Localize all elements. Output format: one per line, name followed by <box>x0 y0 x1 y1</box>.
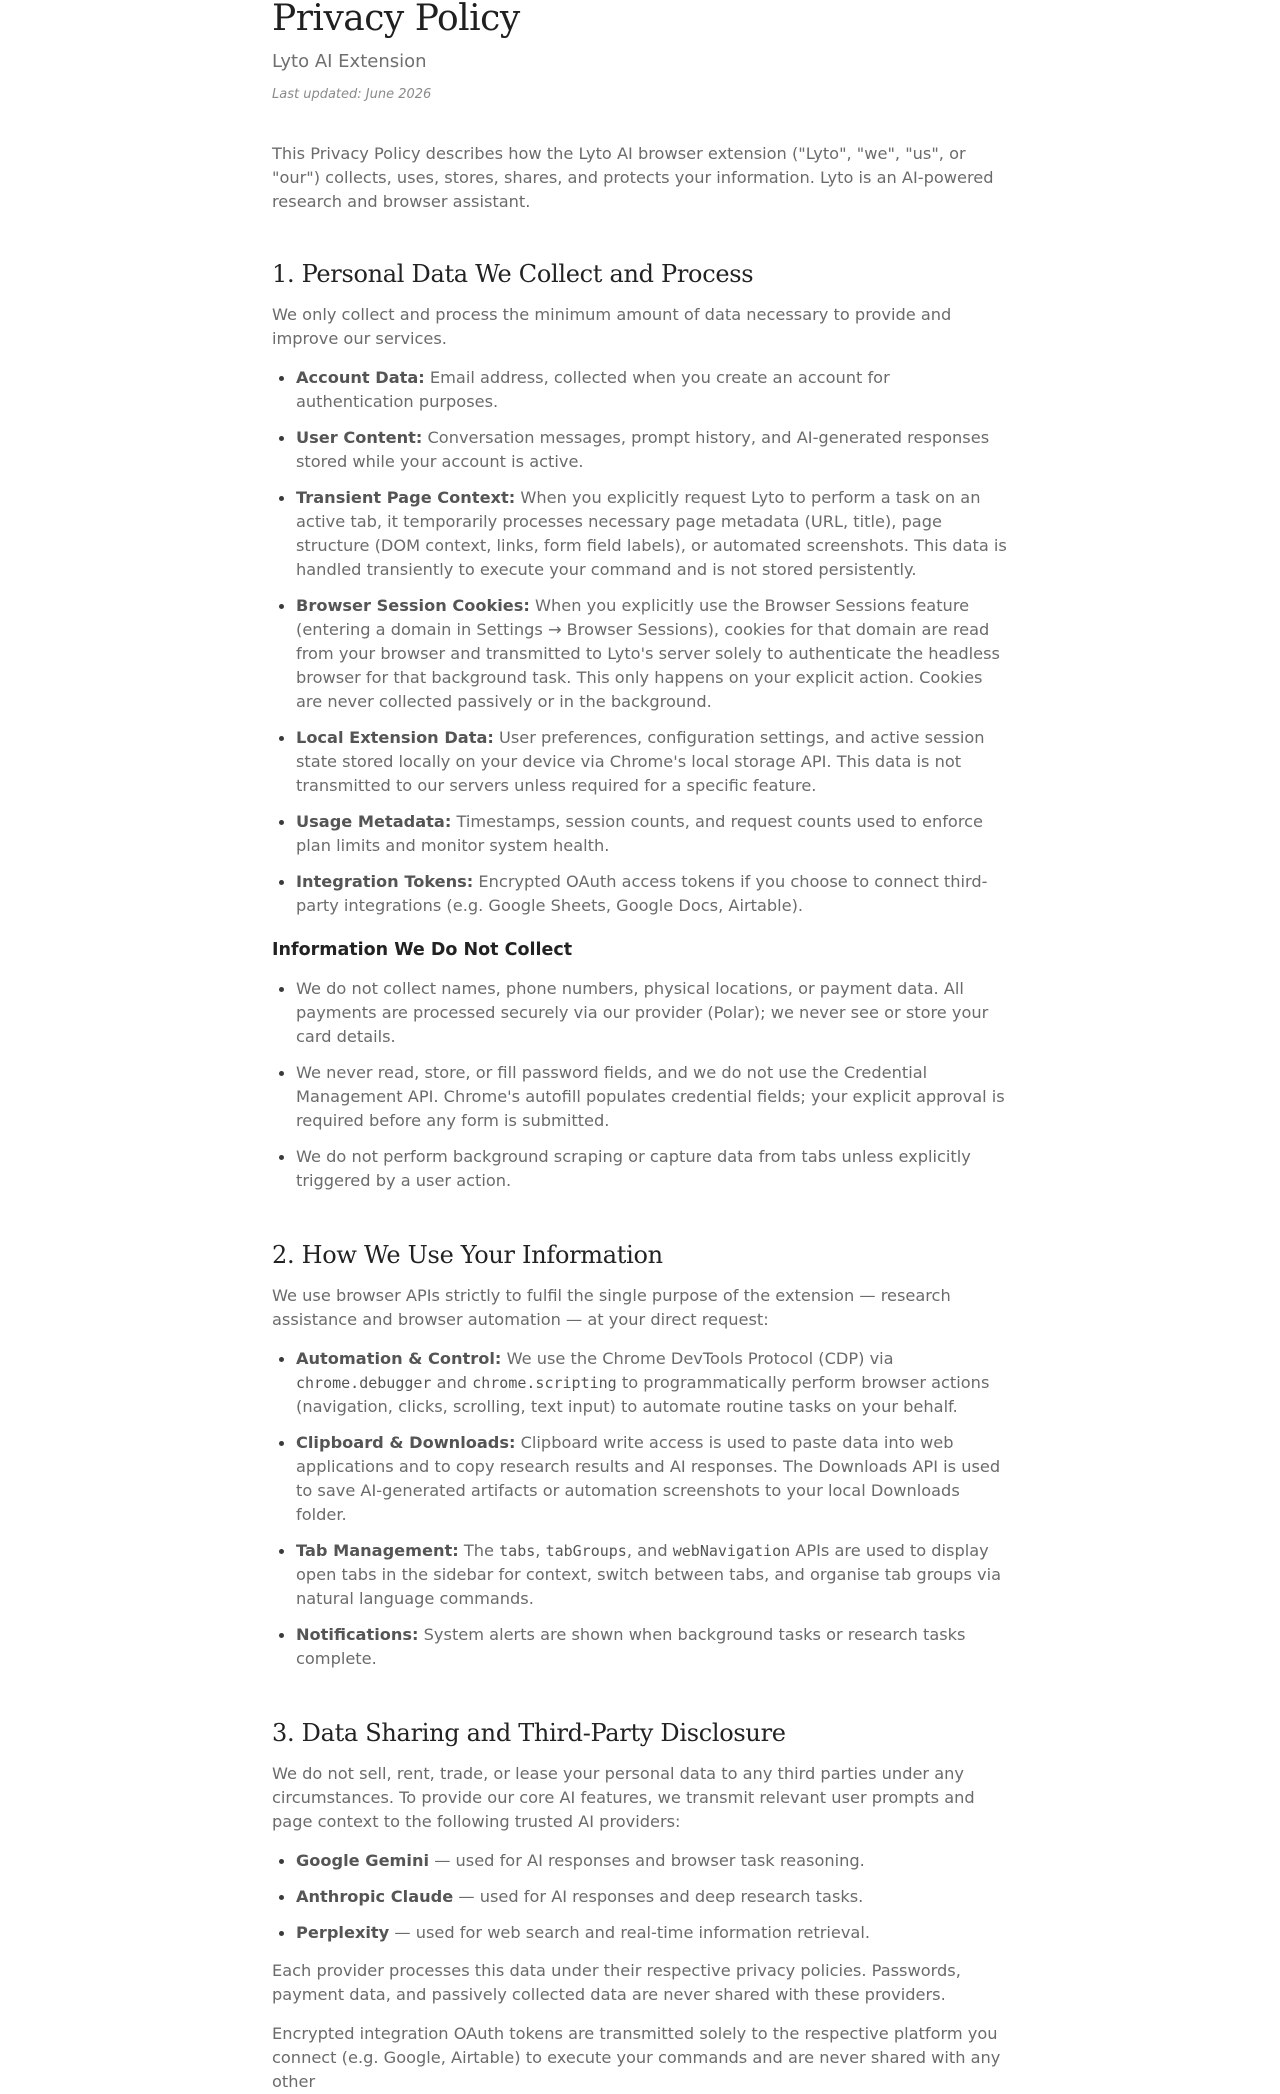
item-term: Usage Metadata: <box>296 812 452 831</box>
intro-paragraph: This Privacy Policy describes how the Lyto AI browser extension ("Lyto", "we", "us", or "our") collects, uses, stores, shares, and protects your information. Lyto is an AI-powered research and browser assistant. <box>272 144 994 211</box>
item-term: Local Extension Data: <box>296 728 494 747</box>
item-term: Browser Session Cookies: <box>296 596 530 615</box>
item-term: Tab Management: <box>296 1541 459 1560</box>
list-item <box>296 1431 1008 1527</box>
list-item <box>296 366 1008 414</box>
provider-name: Perplexity <box>296 1923 390 1942</box>
page-title: Privacy Policy <box>272 0 520 39</box>
list-item <box>296 1885 1008 1909</box>
item-text: The <box>458 1541 500 1560</box>
section-heading-use: 2. How We Use Your Information <box>272 1241 663 1269</box>
list-item <box>296 1921 1008 1945</box>
api-name: tabs <box>499 1542 536 1560</box>
section-heading-collect: 1. Personal Data We Collect and Process <box>272 260 754 288</box>
api-name: webNavigation <box>672 1542 791 1560</box>
list-item: We never read, store, or fill password fields, and we do not use the Credential Management API. Chrome's autofill populates credential fields; your explicit approval is required before any form is submitted. <box>296 1061 1008 1133</box>
item-text: — used for AI responses and browser task reasoning. <box>429 1851 865 1870</box>
list-item <box>296 1623 1008 1671</box>
item-text: , <box>535 1541 546 1560</box>
list-item <box>296 810 1008 858</box>
collected-data-list <box>272 366 1008 918</box>
api-name: chrome.debugger <box>296 1374 432 1392</box>
last-updated: Last updated: June 2026 <box>272 87 432 102</box>
list-item: We do not perform background scraping or capture data from tabs unless explicitly triggered by a user action. <box>296 1145 1008 1193</box>
item-text: When you explicitly use the Browser Sessions feature (entering a domain in Settings → Browser Sessions), cookies for that domain are read from your browser and transmitted to Lyto's server solely to authenticate the headless browser for that background task. This only happens on your explicit action. Cookies are never collected passively or in the background. <box>296 596 1000 711</box>
policy-body <box>272 142 1008 2094</box>
item-text: to programmatically perform browser actions (navigation, clicks, scrolling, text input) to automate routine tasks on your behalf. <box>296 1373 990 1416</box>
list-item <box>296 726 1008 798</box>
item-text: — used for web search and real-time information retrieval. <box>389 1923 870 1942</box>
section-lead: We only collect and process the minimum amount of data necessary to provide and improve our services. <box>272 305 952 348</box>
sharing-paragraph: Encrypted integration OAuth tokens are transmitted solely to the respective platform you connect (e.g. Google, Airtable) to execute your commands and are never shared with any other <box>272 2024 1001 2091</box>
list-item: We do not collect names, phone numbers, physical locations, or payment data. All payments are processed securely via our provider (Polar); we never see or store your card details. <box>296 977 1008 1049</box>
item-text: Encrypted OAuth access tokens if you choose to connect third-party integrations (e.g. Google Sheets, Google Docs, Airtable). <box>296 872 988 915</box>
item-text: We use the Chrome DevTools Protocol (CDP) via <box>501 1349 894 1368</box>
item-term: Notifications: <box>296 1625 419 1644</box>
section-lead: We do not sell, rent, trade, or lease your personal data to any third parties under any circumstances. To provide our core AI features, we transmit relevant user prompts and page context to the following trusted AI providers: <box>272 1764 975 1831</box>
item-text: Clipboard write access is used to paste data into web applications and to copy research results and AI responses. The Downloads API is used to save AI-generated artifacts or automation screenshots to your local Downloads folder. <box>296 1433 1001 1524</box>
provider-name: Google Gemini <box>296 1851 430 1870</box>
spacer <box>272 1205 1008 1239</box>
list-item <box>296 1539 1008 1611</box>
sharing-paragraph: Each provider processes this data under their respective privacy policies. Passwords, payment data, and passively collected data are never shared with these providers. <box>272 1961 961 2004</box>
item-text: User preferences, configuration settings, and active session state stored locally on your device via Chrome's local storage API. This data is not transmitted to our servers unless required for a specific feature. <box>296 728 985 795</box>
item-text: and <box>431 1373 473 1392</box>
list-item <box>296 1347 1008 1419</box>
item-text: Email address, collected when you create an account for authentication purposes. <box>296 368 890 411</box>
item-text: Timestamps, session counts, and request counts used to enforce plan limits and monitor system health. <box>296 812 983 855</box>
api-name: chrome.scripting <box>472 1374 617 1392</box>
item-term: Transient Page Context: <box>296 488 516 507</box>
item-term: Integration Tokens: <box>296 872 474 891</box>
item-term: Account Data: <box>296 368 425 387</box>
list-item <box>296 870 1008 918</box>
item-term: User Content: <box>296 428 423 447</box>
item-text: System alerts are shown when background tasks or research tasks complete. <box>296 1625 966 1668</box>
provider-list <box>272 1849 1008 1945</box>
list-item <box>296 1849 1008 1873</box>
spacer <box>272 1683 1008 1717</box>
item-text: When you explicitly request Lyto to perform a task on an active tab, it temporarily processes necessary page metadata (URL, title), page structure (DOM context, links, form field labels), or automated screenshots. This data is handled transiently to execute your command and is not stored persistently. <box>296 488 1007 579</box>
item-term: Automation & Control: <box>296 1349 502 1368</box>
item-text: — used for AI responses and deep research tasks. <box>453 1887 864 1906</box>
subheading-not-collected: Information We Do Not Collect <box>272 940 573 960</box>
usage-list <box>272 1347 1008 1671</box>
api-name: tabGroups <box>545 1542 627 1560</box>
item-text: APIs are used to display open tabs in the sidebar for context, switch between tabs, and organise tab groups via natural language commands. <box>296 1541 1002 1608</box>
list-item <box>296 594 1008 714</box>
provider-name: Anthropic Claude <box>296 1887 454 1906</box>
section-heading-sharing: 3. Data Sharing and Third-Party Disclosure <box>272 1719 786 1747</box>
item-text: Conversation messages, prompt history, and AI-generated responses stored while your account is active. <box>296 428 990 471</box>
section-lead: We use browser APIs strictly to fulfil the single purpose of the extension — research assistance and browser automation — at your direct request: <box>272 1286 951 1329</box>
item-term: Clipboard & Downloads: <box>296 1433 516 1452</box>
not-collected-list <box>272 977 1008 1193</box>
item-text: , and <box>626 1541 673 1560</box>
list-item <box>296 486 1008 582</box>
list-item <box>296 426 1008 474</box>
page-subtitle: Lyto AI Extension <box>272 51 427 72</box>
